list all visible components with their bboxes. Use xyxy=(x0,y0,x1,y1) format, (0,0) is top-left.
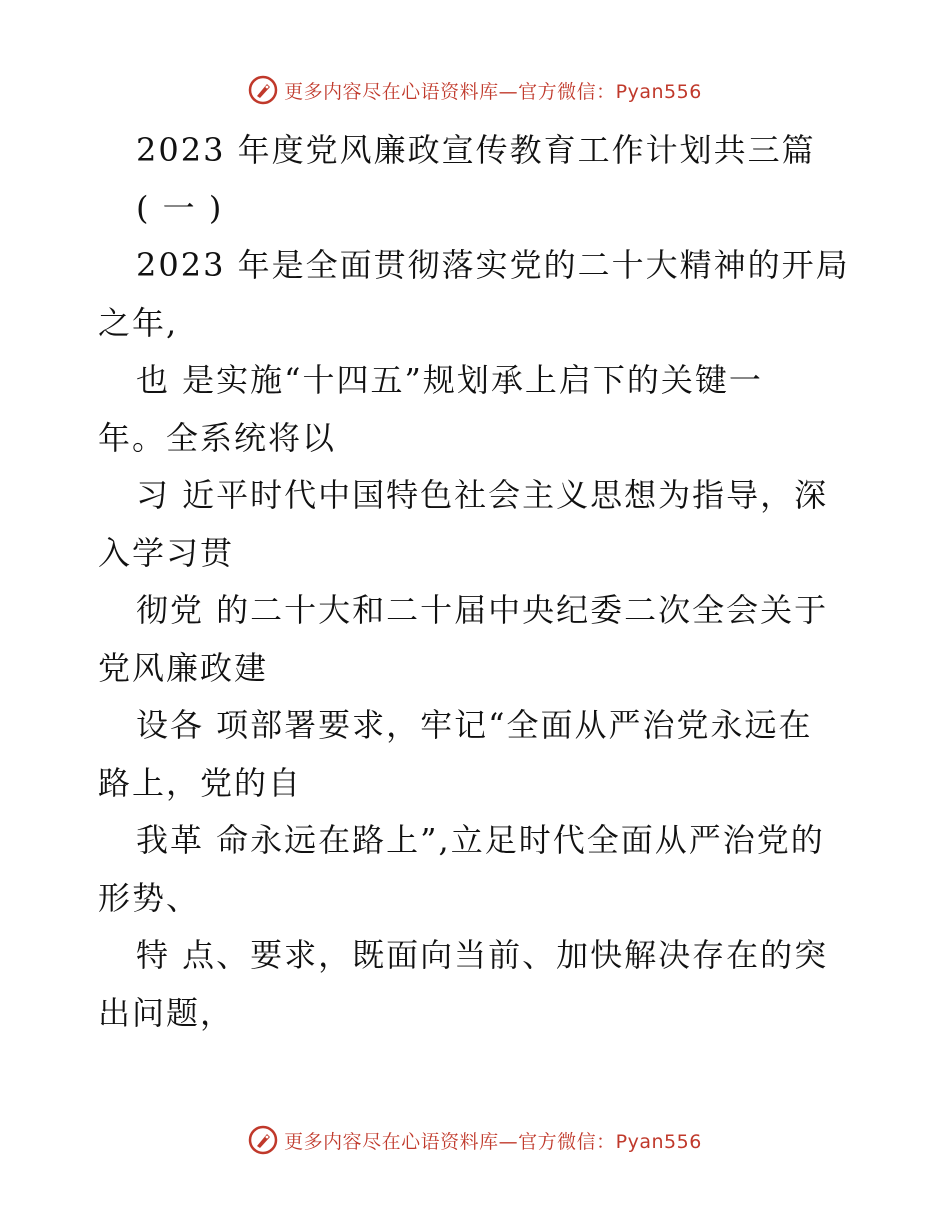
paragraph-line: 年。全系统将以 xyxy=(98,418,337,457)
paragraph-line: 路上，党的自 xyxy=(98,763,303,802)
pen-nib-logo-icon xyxy=(248,75,278,105)
document-title: 2023 年度党风廉政宣传教育工作计划共三篇 xyxy=(136,131,816,169)
paragraph-line: 彻党 的二十大和二十届中央纪委二次全会关于 xyxy=(136,591,829,629)
paragraph-line: 之年, xyxy=(98,303,179,342)
paragraph-line: 设各 项部署要求，牢记“全面从严治党永远在 xyxy=(136,706,813,744)
paragraph-line: 2023 年是全面贯彻落实党的二十大精神的开局 xyxy=(136,246,850,284)
document-body xyxy=(98,122,858,1042)
paragraph-line: 形势、 xyxy=(98,878,201,917)
paragraph-line: 出问题， xyxy=(98,993,235,1032)
paragraph-line: 入学习贯 xyxy=(98,533,235,572)
section-number: ( 一 ) xyxy=(136,188,224,227)
banner-text: 更多内容尽在心语资料库—官方微信：Pyan556 xyxy=(284,80,702,103)
paragraph-line: 党风廉政建 xyxy=(98,648,269,687)
header-banner xyxy=(0,72,950,108)
footer-banner xyxy=(0,1122,950,1158)
pen-nib-logo-icon xyxy=(248,1125,278,1155)
banner-text: 更多内容尽在心语资料库—官方微信：Pyan556 xyxy=(284,1130,702,1153)
paragraph-line: 也 是实施“十四五”规划承上启下的关键一 xyxy=(136,361,763,399)
paragraph-line: 我革 命永远在路上”,立足时代全面从严治党的 xyxy=(136,821,825,859)
paragraph-line: 特 点、要求，既面向当前、加快解决存在的突 xyxy=(136,936,829,974)
paragraph-line: 习 近平时代中国特色社会主义思想为指导，深 xyxy=(136,476,829,514)
